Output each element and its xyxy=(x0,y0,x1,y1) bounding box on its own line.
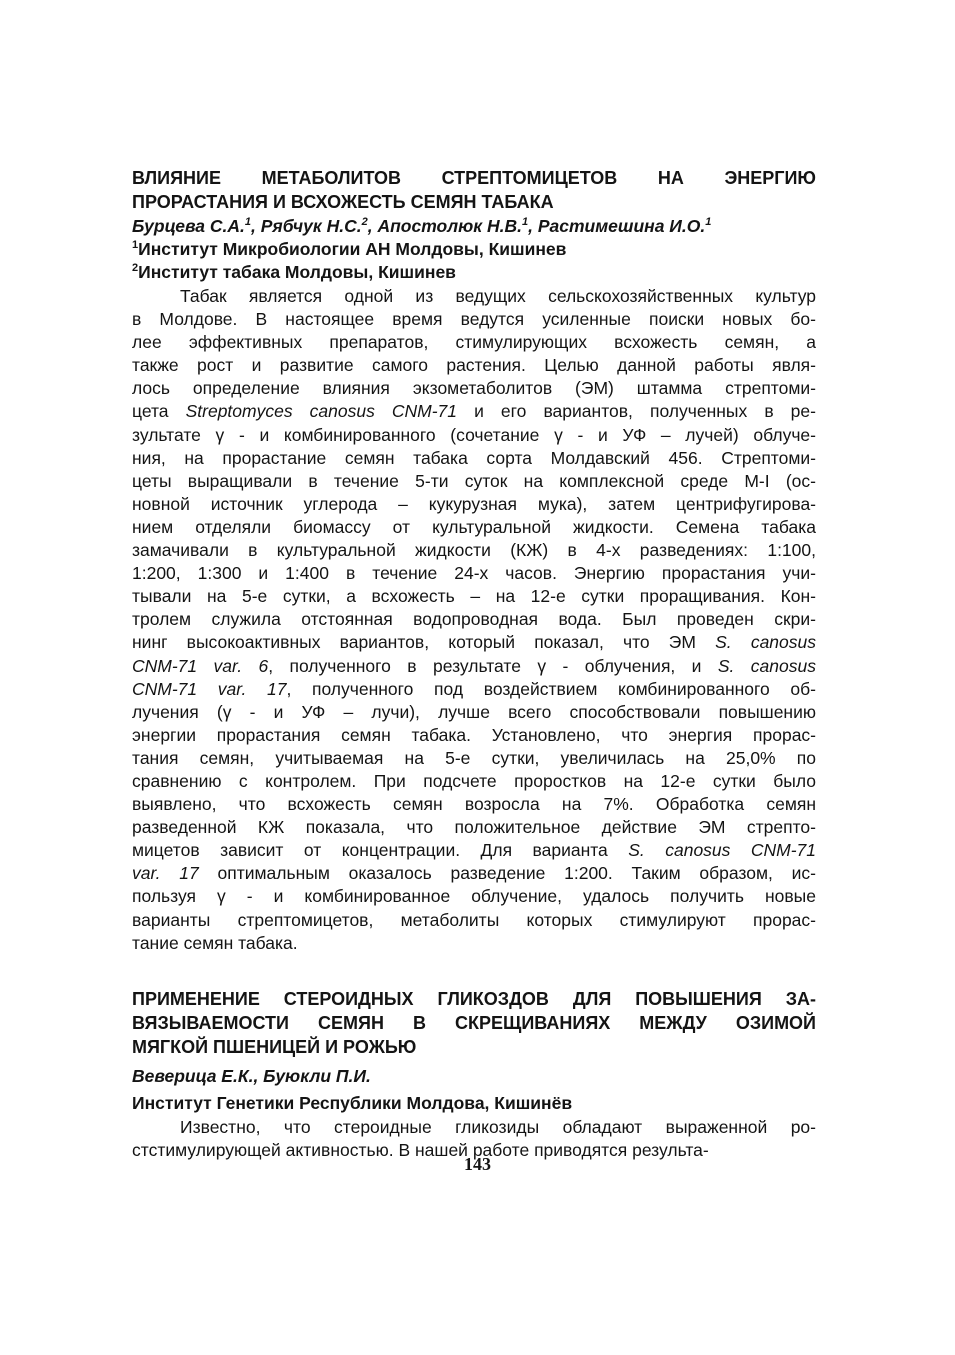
text-line: варианты стрептомицетов, метаболиты которых стимулируют прорас- xyxy=(132,909,816,930)
article2-title-line: ВЯЗЫВАЕМОСТИ СЕМЯН В СКРЕЩИВАНИЯХ МЕЖДУ ОЗИМОЙ xyxy=(132,1012,816,1033)
author-affil-mark: 1 xyxy=(521,216,529,229)
author-affil-mark: 2 xyxy=(361,216,368,229)
text-line: выявлено, что всхожесть семян возросла на 7%. Обработка семян xyxy=(132,794,816,815)
text-line: также рост и развитие самого растения. Целью данной работы явля- xyxy=(132,355,816,376)
text-line: тания семян, учитываемая на 5-е сутки, увеличилась на 25,0% по xyxy=(132,747,816,768)
text-line: тание семян табака. xyxy=(132,932,298,953)
author-name: Бурцева С.А. xyxy=(132,216,245,236)
article2-title-line: МЯГКОЙ ПШЕНИЦЕЙ И РОЖЬЮ xyxy=(132,1036,417,1057)
text-line: пользуя γ - и комбинированное облучение, удалось получить новые xyxy=(132,886,816,907)
text-line: мицетов зависит от концентрации. Для варианта S. canosus CNM-71 xyxy=(132,840,816,861)
affil-mark: 1 xyxy=(132,239,139,252)
affiliation-text: Институт Микробиологии АН Молдовы, Кишинев xyxy=(138,239,567,259)
text-line: в Молдове. В настоящее время ведутся усиленные поиски новых бо- xyxy=(132,309,816,330)
article1-abstract xyxy=(132,285,816,955)
page-number: 143 xyxy=(464,1154,491,1174)
text-line: стстимулирующей активностью. В нашей работе приводятся результа- xyxy=(132,1139,709,1160)
article1-title-line: ВЛИЯНИЕ МЕТАБОЛИТОВ СТРЕПТОМИЦЕТОВ НА ЭНЕРГИЮ xyxy=(132,168,816,188)
author-name: Рябчук Н.С. xyxy=(260,216,362,236)
text-line: энергии прорастания семян табака. Установлено, что энергия прорас- xyxy=(132,724,816,745)
text-line: нием отделяли биомассу от культуральной жидкости. Семена табака xyxy=(132,516,816,537)
text-line: var. 17 оптимальным оказалось разведение 1:200. Таким образом, ис- xyxy=(132,863,816,884)
text-line: тролем служила отстоянная водопроводная вода. Был проведен скри- xyxy=(132,609,816,630)
text-line: Табак является одной из ведущих сельскохозяйственных культур xyxy=(180,286,816,306)
article1-affiliation-2 xyxy=(132,261,816,284)
affiliation-text: Институт табака Молдовы, Кишинев xyxy=(138,262,456,282)
text-line: замачивали в культуральной жидкости (КЖ) в 4-х разведениях: 1:100, xyxy=(132,540,816,561)
text-line: CNM-71 var. 17, полученного под воздействием комбинированного об- xyxy=(132,678,816,699)
text-line: разведенной КЖ показала, что положительное действие ЭМ стрепто- xyxy=(132,817,816,838)
text-line: зультате γ - и комбинированного (сочетание γ - и УФ – лучей) облуче- xyxy=(132,424,816,445)
article1-title xyxy=(132,166,816,214)
article1-affiliation-1 xyxy=(132,238,816,261)
text-line: 1:200, 1:300 и 1:400 в течение 24-х часов. Энергию прорастания учи- xyxy=(132,563,816,584)
author-name: Апостолюк Н.В. xyxy=(377,216,522,236)
text-line: нинг высокоактивных вариантов, который показал, что ЭМ S. canosus xyxy=(132,632,816,653)
author-affil-mark: 1 xyxy=(244,216,252,229)
text-line: сравнению с контролем. При подсчете проростков на 12-е сутки было xyxy=(132,770,816,791)
text-line: цета Streptomyces canosus CNM-71 и его вариантов, полученных в ре- xyxy=(132,401,816,422)
text-line: Известно, что стероидные гликозиды обладают выраженной ро- xyxy=(180,1116,816,1137)
author-name: Растимешина И.О. xyxy=(537,216,706,236)
text-line: новной источник углерода – кукурузная мука), затем центрифугирова- xyxy=(132,493,816,514)
text-column xyxy=(132,166,816,1162)
text-line: лось определение влияния экзометаболитов (ЭМ) штамма стрептоми- xyxy=(132,378,816,399)
text-line: цеты выращивали в течение 5-ти суток на комплексной среде М-I (ос- xyxy=(132,470,816,491)
text-line: лее эффективных препаратов, стимулирующих всхожесть семян, а xyxy=(132,332,816,353)
text-line: ния, на прорастание семян табака сорта Молдавский 456. Стрептоми- xyxy=(132,447,816,468)
article1-authors: Бурцева С.А.$^1$, Рябчук Н.С.$^2$, Апостолюк Н.В.$^1$, Растимешина И.О.$^1$ xyxy=(132,216,712,236)
article1-title-line: ПРОРАСТАНИЯ И ВСХОЖЕСТЬ СЕМЯН ТАБАКА xyxy=(132,192,554,212)
text-line: тывали на 5-е сутки, а всхожесть – на 12-е сутки проращивания. Кон- xyxy=(132,586,816,607)
affil-mark: 2 xyxy=(132,262,139,275)
article2-authors: Веверица Е.К., Буюкли П.И. xyxy=(132,1065,371,1086)
article2-title-line: ПРИМЕНЕНИЕ СТЕРОИДНЫХ ГЛИКОЗДОВ ДЛЯ ПОВЫШЕНИЯ ЗА- xyxy=(132,988,816,1009)
text-line: CNM-71 var. 6, полученного в результате γ - облучения, и S. canosus xyxy=(132,655,816,676)
text-line: лучения (γ - и УФ – лучи), лучше всего способствовали повышению xyxy=(132,701,816,722)
author-affil-mark: 1 xyxy=(705,216,712,229)
article2-affiliation: Институт Генетики Республики Молдова, Кишинёв xyxy=(132,1092,573,1113)
article2-title xyxy=(132,987,816,1059)
